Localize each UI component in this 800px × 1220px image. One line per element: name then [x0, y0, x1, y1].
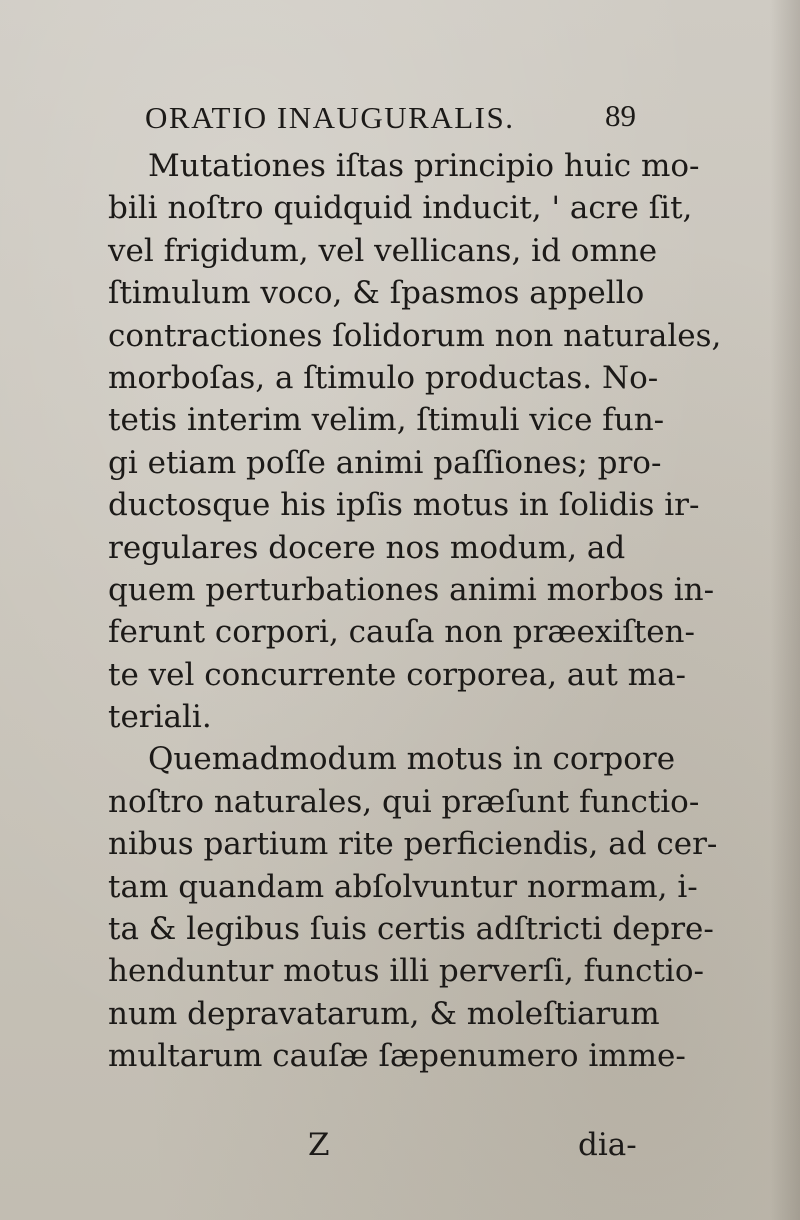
signature-mark: Z	[308, 1127, 330, 1163]
text-line: quem perturbationes animi morbos in-	[108, 571, 715, 608]
text-line: teriali.	[108, 699, 212, 736]
text-line: multarum cauſæ ſæpenumero imme-	[108, 1038, 686, 1075]
text-line: ductosque his ipſis motus in ſolidis ir-	[108, 487, 700, 524]
text-line: num depravatarum, & moleſtiarum	[108, 995, 660, 1032]
text-line: bili noſtro quidquid inducit, ' acre ſit,	[108, 190, 693, 227]
text-line: ſtimulum voco, & ſpasmos appello	[108, 275, 645, 312]
text-line: noſtro naturales, qui præſunt functio-	[108, 783, 700, 820]
text-line: gi etiam poſſe animi paſſiones; pro-	[108, 444, 662, 481]
page-footer	[108, 1127, 728, 1171]
page-header	[145, 92, 665, 142]
text-line: ta & legibus ſuis certis adſtricti depre-	[108, 911, 714, 948]
text-line: vel frigidum, vel vellicans, id omne	[108, 232, 658, 269]
text-line: tam quandam abſolvuntur normam, i-	[108, 868, 698, 905]
page-number: 89	[605, 98, 636, 133]
text-line: tetis interim velim, ſtimuli vice fun-	[108, 402, 665, 439]
text-line: regulares docere nos modum, ad	[108, 529, 626, 566]
text-line: te vel concurrente corporea, aut ma-	[108, 656, 687, 693]
running-title: ORATIO INAUGURALIS.	[145, 100, 515, 135]
text-line: Quemadmodum motus in corpore	[148, 741, 676, 778]
text-line: nibus partium rite perficiendis, ad cer-	[108, 826, 718, 863]
text-line: contractiones ſolidorum non naturales,	[108, 317, 722, 354]
text-line: ferunt corpori, cauſa non præexiſten-	[108, 614, 696, 651]
body-text	[108, 145, 728, 1078]
page-edge-shadow	[770, 0, 800, 1220]
text-line: morboſas, a ſtimulo productas. No-	[108, 359, 659, 396]
text-line: henduntur motus illi perverſi, functio-	[108, 953, 704, 990]
catchword: dia-	[578, 1127, 637, 1163]
text-line: Mutationes iſtas principio huic mo-	[148, 148, 700, 184]
